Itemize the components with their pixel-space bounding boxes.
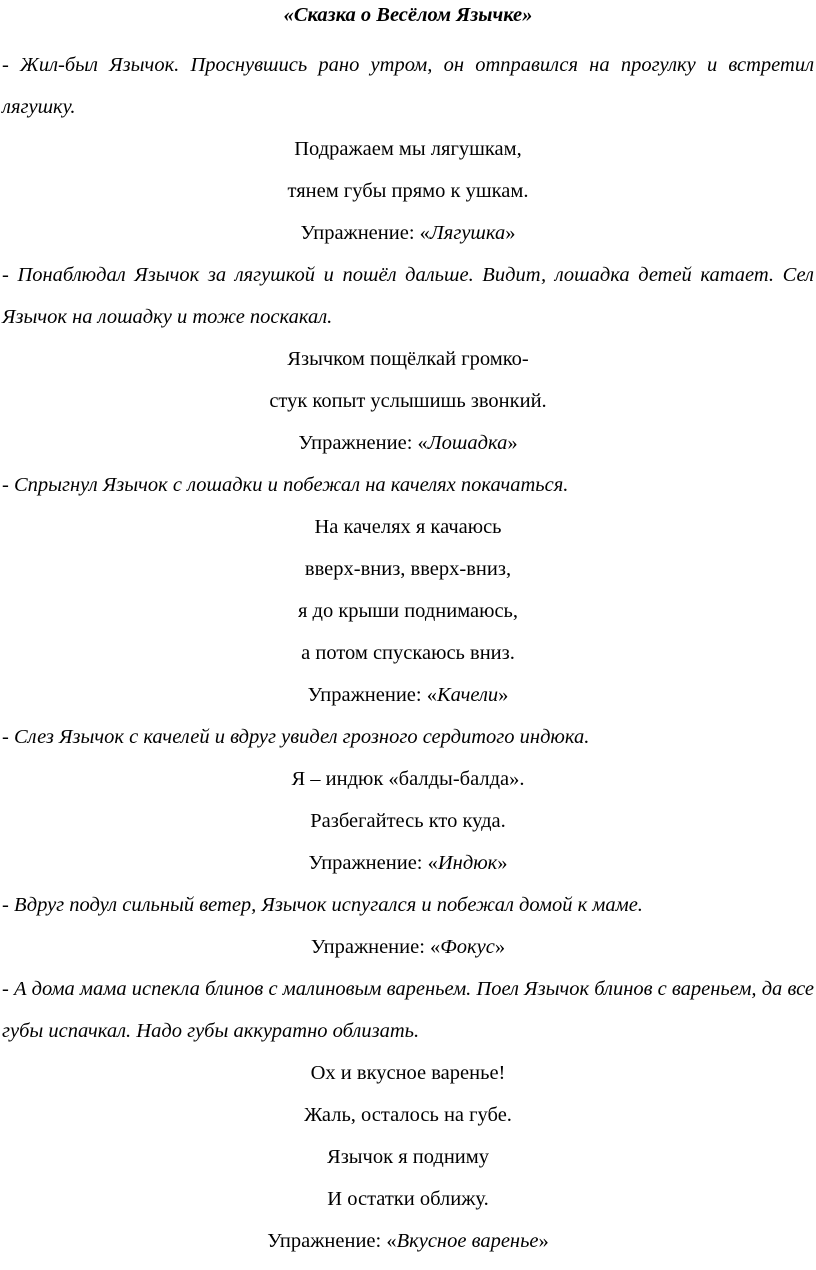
verse-line: Ох и вкусное варенье! — [310, 1062, 506, 1084]
verse-line: И остатки оближу. — [327, 1188, 489, 1210]
narration-text: Слез Язычок с качелей и вдруг увидел грозного сердитого индюка. — [13, 726, 590, 748]
narration-paragraph — [2, 884, 814, 926]
exercise-line — [2, 422, 814, 464]
verse-line: На качелях я качаюсь — [314, 516, 502, 538]
verse-line: Разбегайтесь кто куда. — [310, 810, 506, 832]
dash-marker: - — [2, 474, 14, 496]
exercise-suffix: » — [538, 1230, 549, 1252]
exercise-prefix: Упражнение: « — [267, 1230, 397, 1252]
exercise-name: Индюк — [437, 852, 498, 874]
exercise-name: Вкусное варенье — [396, 1230, 539, 1252]
exercise-suffix: » — [494, 936, 506, 958]
exercise-line — [2, 212, 814, 254]
verse-line: вверх-вниз, вверх-вниз, — [304, 558, 512, 580]
exercise-suffix: » — [497, 852, 508, 874]
narration-paragraph — [2, 44, 814, 128]
narration-text: Спрыгнул Язычок с лошадки и побежал на качелях покачаться. — [13, 474, 569, 496]
verse-line: Язычок я подниму — [327, 1146, 489, 1168]
narration-paragraph — [2, 716, 814, 758]
verse-line: Я – индюк «балды-балда». — [291, 768, 525, 790]
exercise-prefix: Упражнение: « — [310, 936, 441, 958]
dash-marker: - — [2, 894, 14, 916]
exercise-prefix: Упражнение: « — [298, 432, 428, 454]
narration-text: Вдруг подул сильный ветер, Язычок испугался и побежал домой к маме. — [13, 894, 643, 916]
exercise-suffix: » — [505, 222, 516, 244]
verse-line: стук копыт услышишь звонкий. — [269, 390, 547, 412]
verse-line: я до крыши поднимаюсь, — [297, 600, 519, 622]
exercise-line — [2, 842, 814, 884]
exercise-suffix: » — [498, 684, 509, 706]
exercise-line — [2, 1220, 814, 1262]
verse-line: тянем губы прямо к ушкам. — [287, 180, 529, 202]
narration-text: А дома мама испекла блинов с малиновым вареньем. Поел Язычок блинов с вареньем, да все губы испачкал. Надо губы аккуратно облизать. — [2, 978, 815, 1042]
dash-marker: - — [2, 54, 21, 76]
narration-paragraph — [2, 254, 814, 338]
exercise-line — [2, 926, 814, 968]
exercise-name: Фокус — [440, 936, 495, 958]
dash-marker: - — [2, 978, 14, 1000]
dash-marker: - — [2, 726, 14, 748]
verse-line: Подражаем мы лягушкам, — [294, 138, 522, 160]
exercise-prefix: Упражнение: « — [307, 684, 437, 706]
verse-line: а потом спускаюсь вниз. — [301, 642, 515, 664]
narration-paragraph — [2, 968, 814, 1052]
exercise-suffix: » — [507, 432, 518, 454]
exercise-prefix: Упражнение: « — [308, 852, 438, 874]
exercise-line — [2, 674, 814, 716]
exercise-name: Качели — [436, 684, 499, 706]
verse-line: Жаль, осталось на губе. — [304, 1104, 512, 1126]
narration-text: Понаблюдал Язычок за лягушкой и пошёл дальше. Видит, лошадка детей катает. Сел Язычок на лошадку и тоже поскакал. — [2, 264, 814, 328]
exercise-name: Лошадка — [427, 432, 508, 454]
verse-line: Язычком пощёлкай громко- — [287, 348, 529, 370]
document-page — [0, 4, 816, 1270]
dash-marker: - — [2, 264, 18, 286]
exercise-name: Лягушка — [429, 222, 506, 244]
document-title: «Сказка о Весёлом Язычке» — [283, 4, 533, 26]
exercise-prefix: Упражнение: « — [300, 222, 430, 244]
narration-paragraph — [2, 464, 814, 506]
narration-text: Жил-был Язычок. Проснувшись рано утром, он отправился на прогулку и встретил лягушку. — [2, 54, 815, 118]
